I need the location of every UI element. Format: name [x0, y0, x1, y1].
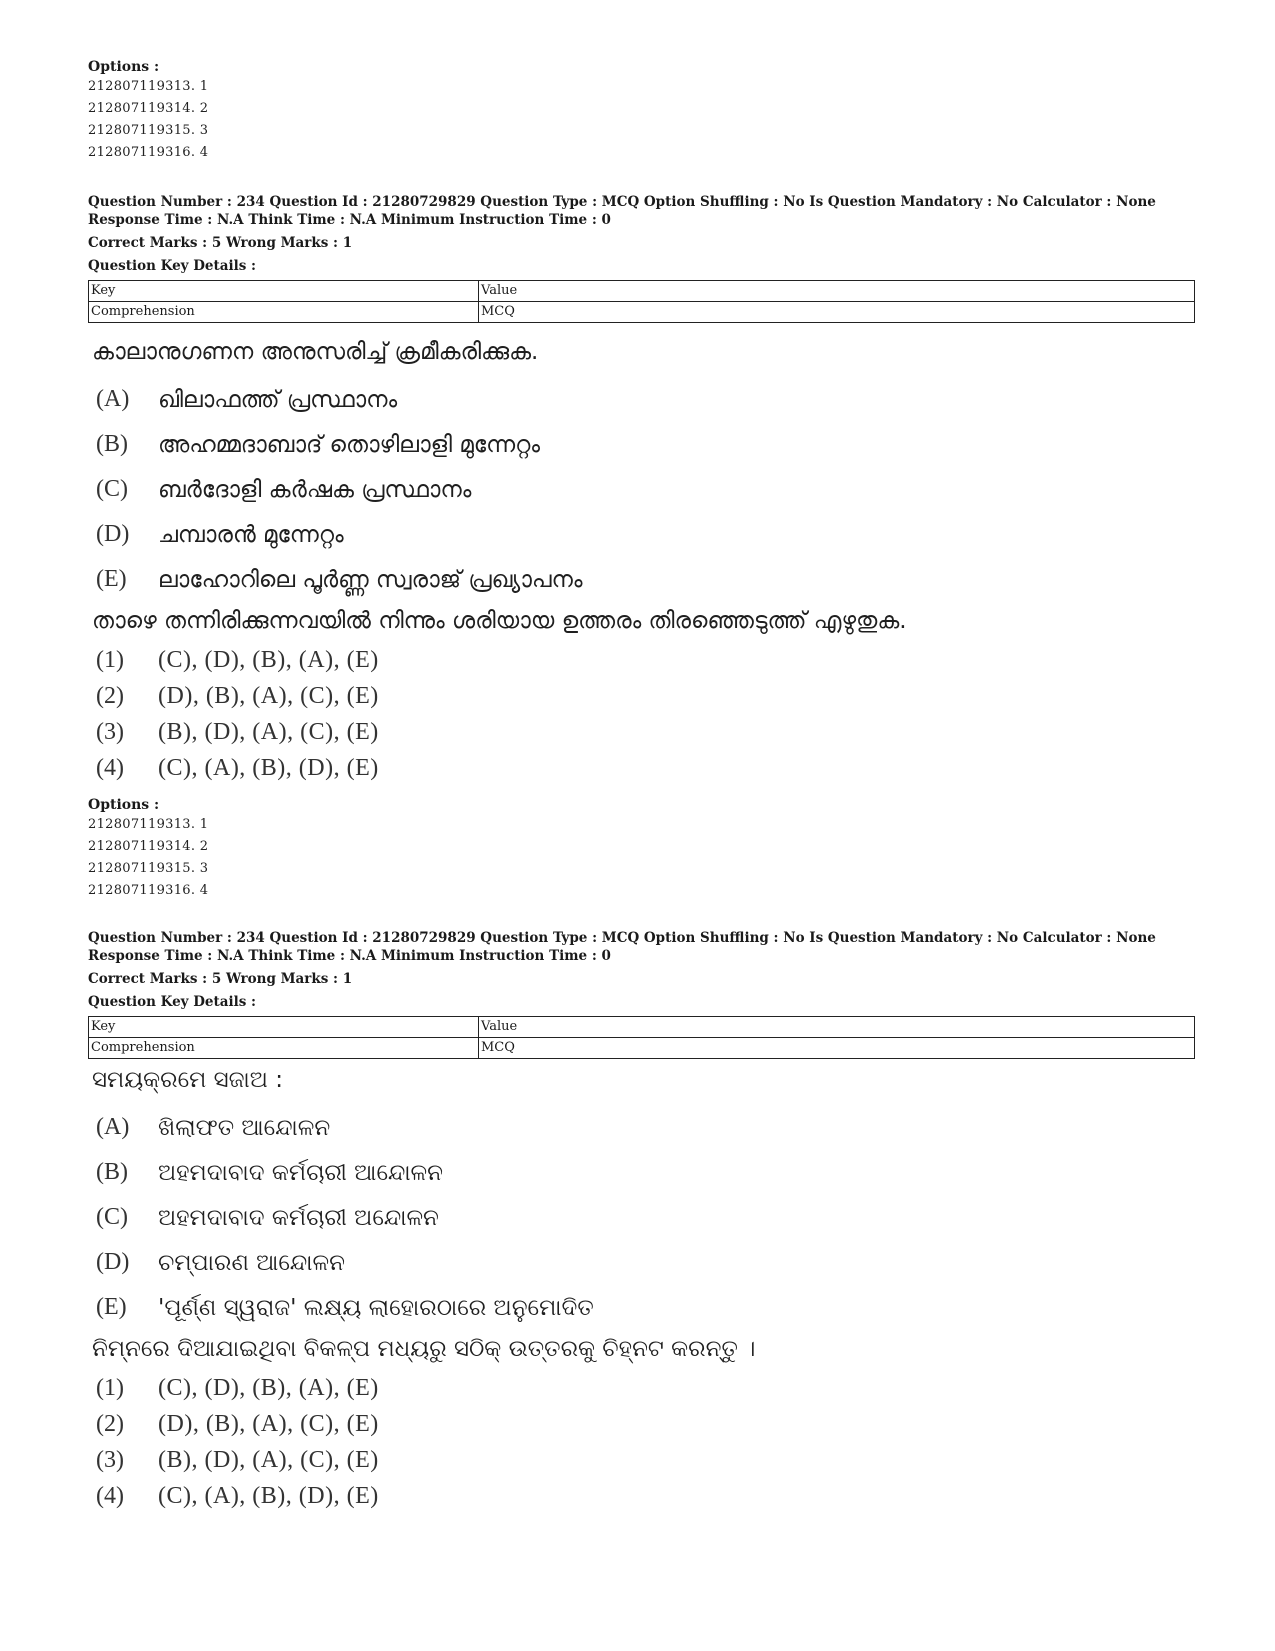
- item-text: ബർദോളി കർഷക പ്രസ്ഥാനം: [158, 476, 472, 503]
- answer-text: (B), (D), (A), (C), (E): [158, 1446, 379, 1473]
- question-item: [96, 557, 1198, 602]
- question-block-malayalam: [88, 192, 1198, 902]
- option-id: 212807119313. 1: [88, 79, 209, 94]
- item-text: ലാഹോറിലെ പൂർണ്ണ സ്വരാജ് പ്രഖ്യാപനം: [158, 566, 583, 593]
- answer-choice: [96, 1478, 1198, 1514]
- answer-choice: [96, 642, 1198, 678]
- question-stem: കാലാനുഗണന അനുസരിച്ച് ക്രമീകരിക്കുക.: [92, 339, 539, 365]
- question-key-details-label: Question Key Details :: [88, 994, 257, 1010]
- table-cell-value: MCQ: [479, 1038, 1195, 1059]
- item-label: (C): [96, 1204, 128, 1230]
- option-id: 212807119316. 4: [88, 883, 209, 898]
- option-id: 212807119314. 2: [88, 101, 209, 116]
- item-text: ഖിലാഫത്ത് പ്രസ്ഥാനം: [158, 386, 398, 413]
- answer-text: (C), (A), (B), (D), (E): [158, 754, 379, 781]
- answer-choice: [96, 1442, 1198, 1478]
- answer-instruction: ନିମ୍ନରେ ଦିଆଯାଇଥିବା ବିକଳ୍ପ ମଧ୍ୟରୁ ସଠିକ୍ ଉତ୍ତରକୁ ଚିହ୍ନଟ କରନ୍ତୁ ।: [92, 1336, 756, 1362]
- item-label: (B): [96, 431, 128, 457]
- item-text: ചമ്പാരൻ മുന്നേറ്റം: [158, 521, 344, 548]
- question-key-details-label: Question Key Details :: [88, 258, 257, 274]
- table-header-row: [89, 281, 1195, 302]
- item-label: (A): [96, 386, 130, 412]
- option-id: 212807119313. 1: [88, 817, 209, 832]
- item-text: അഹമ്മദാബാദ് തൊഴിലാളി മുന്നേറ്റം: [158, 431, 541, 458]
- table-row: [89, 302, 1195, 323]
- answer-text: (C), (D), (B), (A), (E): [158, 646, 379, 673]
- question-meta-line-2: Response Time : N.A Think Time : N.A Minimum Instruction Time : 0: [88, 212, 611, 228]
- item-text: ଖିଲାଫତ ଆନ୍ଦୋଳନ: [158, 1114, 331, 1141]
- answer-label: (1): [96, 646, 124, 673]
- answer-label: (2): [96, 682, 124, 709]
- question-key-table: [88, 1016, 1195, 1059]
- answer-text: (C), (D), (B), (A), (E): [158, 1374, 379, 1401]
- option-id: 212807119316. 4: [88, 145, 209, 160]
- answer-text: (B), (D), (A), (C), (E): [158, 718, 379, 745]
- options-label: Options :: [88, 797, 160, 813]
- item-text: ଅହମଦାବାଦ କର୍ମଚାରୀ ଆନ୍ଦୋଳନ: [158, 1159, 444, 1186]
- option-id: 212807119315. 3: [88, 861, 209, 876]
- question-item: [96, 1150, 1198, 1195]
- question-meta-line-1: Question Number : 234 Question Id : 21280729829 Question Type : MCQ Option Shuffling : No Is Question Mandatory : No Calculator : None: [88, 930, 1156, 946]
- answer-choice: [96, 1406, 1198, 1442]
- answer-choice: [96, 750, 1198, 786]
- table-cell-value: MCQ: [479, 302, 1195, 323]
- item-label: (E): [96, 566, 127, 592]
- item-text: 'ପୂର୍ଣ୍ଣ ସ୍ୱରାଜ' ଲକ୍ଷ୍ୟ ଲାହୋରଠାରେ ଅନୁମୋଦିତ: [158, 1294, 594, 1321]
- answer-text: (C), (A), (B), (D), (E): [158, 1482, 379, 1509]
- table-cell-key: Comprehension: [89, 302, 479, 323]
- question-item: [96, 422, 1198, 467]
- question-block-odia: [88, 928, 1198, 1514]
- question-stem: ସମୟକ୍ରମେ ସଜାଅ :: [92, 1067, 283, 1093]
- table-row: [89, 1038, 1195, 1059]
- question-item: [96, 1240, 1198, 1285]
- answer-choice: [96, 678, 1198, 714]
- document-page: [88, 58, 1198, 1520]
- question-item: [96, 1195, 1198, 1240]
- options-label: Options :: [88, 59, 160, 75]
- answer-text: (D), (B), (A), (C), (E): [158, 682, 379, 709]
- table-header-value: Value: [479, 1017, 1195, 1038]
- answer-label: (4): [96, 754, 124, 781]
- question-item: [96, 1285, 1198, 1330]
- question-item: [96, 467, 1198, 512]
- answer-choice: [96, 1370, 1198, 1406]
- answer-label: (3): [96, 1446, 124, 1473]
- question-item: [96, 1105, 1198, 1150]
- item-label: (E): [96, 1294, 127, 1320]
- question-marks: Correct Marks : 5 Wrong Marks : 1: [88, 971, 353, 987]
- item-label: (C): [96, 476, 128, 502]
- item-text: ଅହମଦାବାଦ କର୍ମଚାରୀ ଅନ୍ଦୋଳନ: [158, 1204, 439, 1231]
- table-header-key: Key: [89, 281, 479, 302]
- question-item: [96, 377, 1198, 422]
- option-id: 212807119314. 2: [88, 839, 209, 854]
- answer-label: (1): [96, 1374, 124, 1401]
- question-item: [96, 512, 1198, 557]
- answer-choice: [96, 714, 1198, 750]
- item-label: (D): [96, 521, 130, 547]
- item-label: (B): [96, 1159, 128, 1185]
- question-key-table: [88, 280, 1195, 323]
- item-label: (A): [96, 1114, 130, 1140]
- answer-label: (2): [96, 1410, 124, 1437]
- question-meta-line-1: Question Number : 234 Question Id : 21280729829 Question Type : MCQ Option Shuffling : No Is Question Mandatory : No Calculator : None: [88, 194, 1156, 210]
- table-header-key: Key: [89, 1017, 479, 1038]
- option-id: 212807119315. 3: [88, 123, 209, 138]
- table-header-value: Value: [479, 281, 1195, 302]
- question-meta-line-2: Response Time : N.A Think Time : N.A Minimum Instruction Time : 0: [88, 948, 611, 964]
- options-block: [88, 796, 1198, 902]
- table-cell-key: Comprehension: [89, 1038, 479, 1059]
- options-block-top: [88, 58, 1198, 164]
- item-text: ଚମ୍ପାରଣ ଆନ୍ଦୋଳନ: [158, 1249, 345, 1276]
- answer-text: (D), (B), (A), (C), (E): [158, 1410, 379, 1437]
- answer-label: (3): [96, 718, 124, 745]
- answer-label: (4): [96, 1482, 124, 1509]
- answer-instruction: താഴെ തന്നിരിക്കുന്നവയിൽ നിന്നും ശരിയായ ഉത്തരം തിരഞ്ഞെടുത്ത് എഴുതുക.: [92, 608, 907, 634]
- item-label: (D): [96, 1249, 130, 1275]
- question-marks: Correct Marks : 5 Wrong Marks : 1: [88, 235, 353, 251]
- table-header-row: [89, 1017, 1195, 1038]
